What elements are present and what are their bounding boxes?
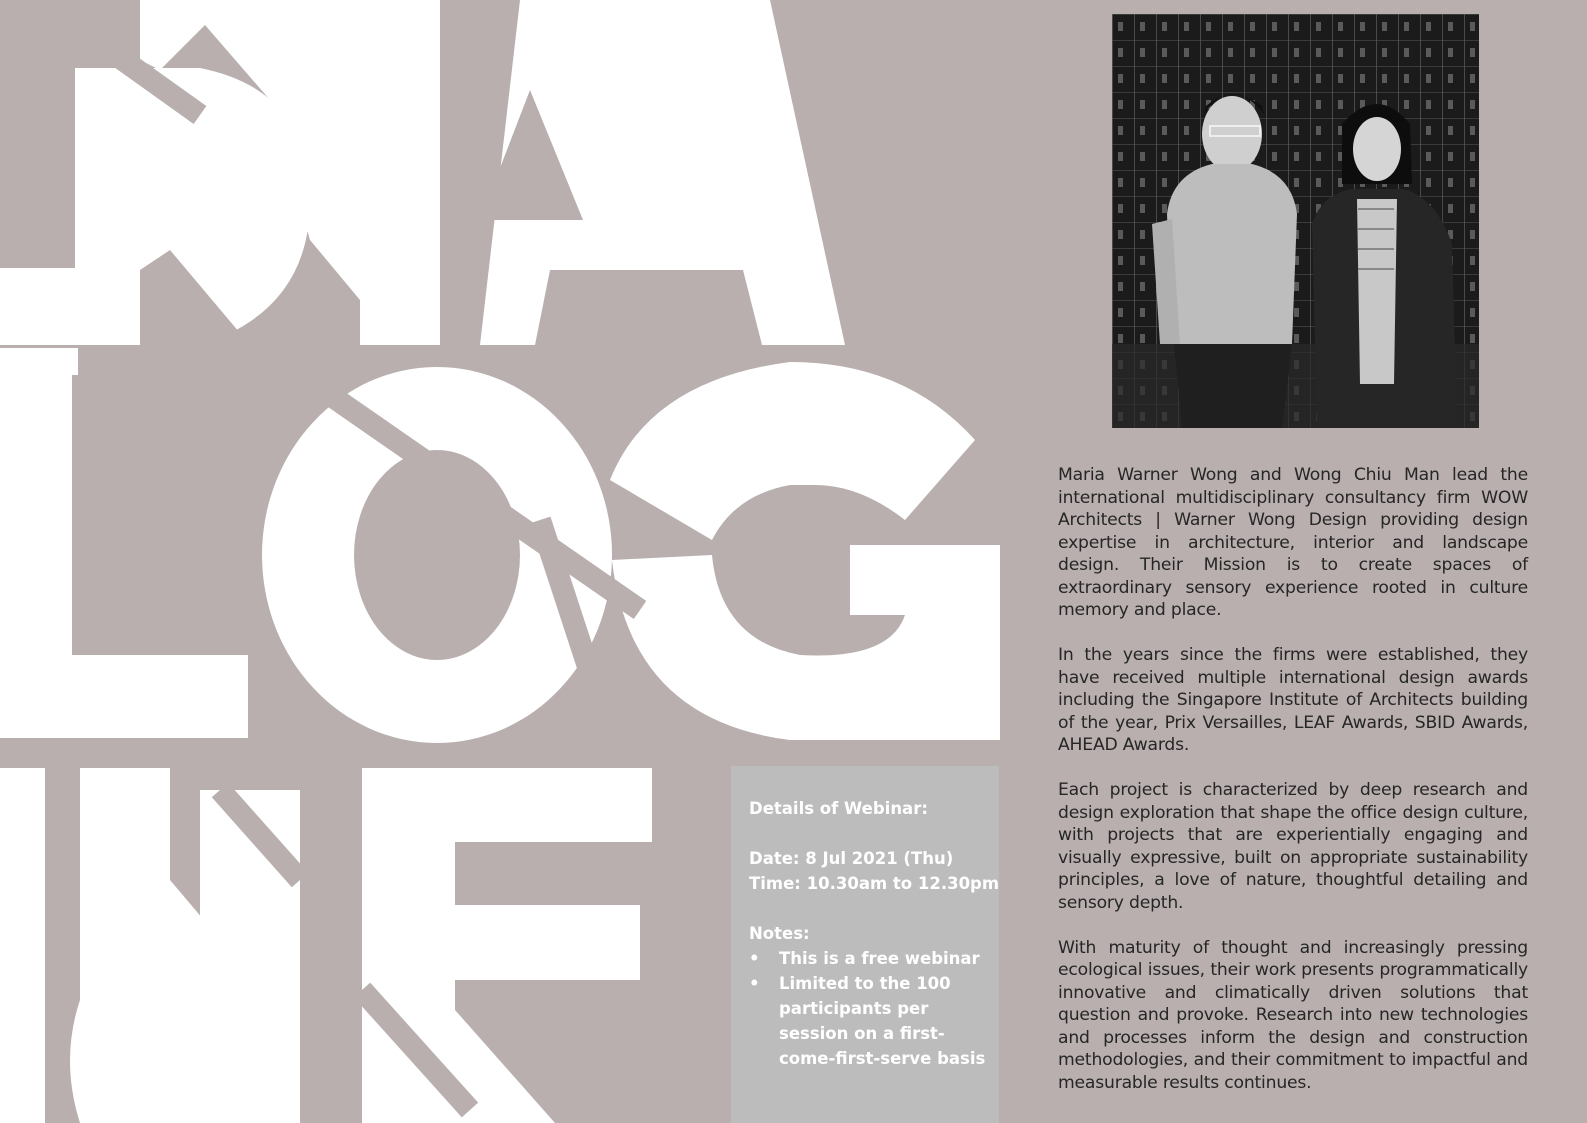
bio-paragraph: With maturity of thought and increasingly pressing ecological issues, their work presents programmatically innovative and climatically driven solutions that question and provoke. Research into new technologies and processes inform the design and construction methodologies, and their commitment to impactful and measurable results continues. xyxy=(1058,937,1528,1093)
webinar-time: Time: 10.30am to 12.30pm xyxy=(749,874,1000,893)
webinar-date: Date: 8 Jul 2021 (Thu) xyxy=(749,849,954,868)
notes-heading: Notes: xyxy=(749,924,810,943)
bio-paragraph: Each project is characterized by deep research and design exploration that shape the office design culture, with projects that are experientially engaging and visually expressive, built on appropriate sustainability principles, a love of nature, thoughtful detailing and sensory depth. xyxy=(1058,780,1528,913)
letter-e xyxy=(362,768,652,1123)
webinar-details-box xyxy=(731,766,999,1123)
notes-list xyxy=(749,946,989,1071)
letter-l xyxy=(0,348,248,738)
letter-g xyxy=(610,362,1000,740)
bullet-icon: • xyxy=(749,974,760,993)
speakers-bio xyxy=(1058,464,1528,1117)
note-item xyxy=(749,971,989,1071)
speakers-photo-image xyxy=(1112,14,1479,428)
note-text: This is a free webinar xyxy=(779,949,980,968)
note-item xyxy=(749,946,989,971)
bullet-icon: • xyxy=(749,949,760,968)
bio-paragraph: Maria Warner Wong and Wong Chiu Man lead the international multidisciplinary consultancy firm WOW Architects | Warner Wong Design providing design expertise in architecture, interior and landscape design. Their Mission is to create spaces of extraordinary sensory experience rooted in culture memory and place. xyxy=(1058,465,1528,620)
note-text: Limited to the 100 participants per session on a first-come-first-serve basis xyxy=(779,974,986,1068)
details-heading: Details of Webinar: xyxy=(749,799,928,818)
bio-paragraph: In the years since the firms were established, they have received multiple international design awards including the Singapore Institute of Architects building of the year, Prix Versailles, LEAF Awards, SBID Awards, AHEAD Awards. xyxy=(1058,645,1528,755)
speakers-photo xyxy=(1112,14,1479,428)
